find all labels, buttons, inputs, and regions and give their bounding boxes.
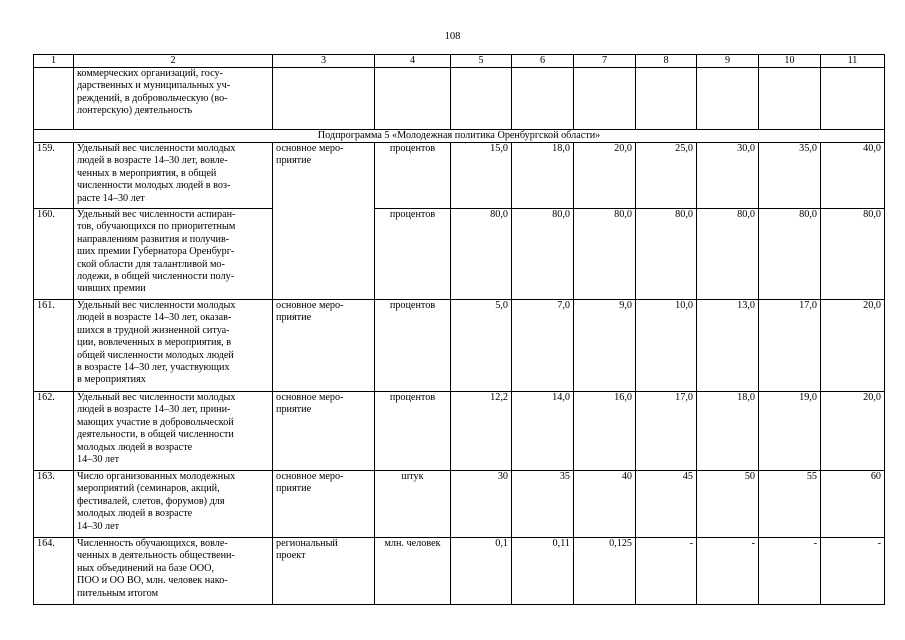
- value-cell: 5,0: [451, 300, 512, 392]
- table-row: [34, 209, 885, 300]
- value-cell: 15,0: [451, 143, 512, 209]
- indicator-name: Удельный вес численности аспиран- тов, обучающихся по приоритетным направлениям развития и получив- ших премии Губернатора Оренбург- ской области для талантливой мо- лодежи, в общей численности полу- чивших премии: [74, 209, 273, 300]
- header-cell: 5: [451, 55, 512, 68]
- value-cell: 0,11: [512, 538, 574, 605]
- cell-empty: [636, 68, 697, 130]
- indicator-unit: штук: [375, 471, 451, 538]
- value-cell: 17,0: [636, 392, 697, 471]
- header-cell: 11: [821, 55, 885, 68]
- value-cell: 18,0: [697, 392, 759, 471]
- value-cell: -: [636, 538, 697, 605]
- table-row: [34, 300, 885, 392]
- header-cell: 4: [375, 55, 451, 68]
- value-cell: 80,0: [821, 209, 885, 300]
- table-row: [34, 471, 885, 538]
- cell-empty: [34, 68, 74, 130]
- header-cell: 8: [636, 55, 697, 68]
- value-cell: 25,0: [636, 143, 697, 209]
- continuation-row: [34, 68, 885, 130]
- indicator-unit: млн. человек: [375, 538, 451, 605]
- subprogram-row: [34, 130, 885, 143]
- cell-empty: [375, 68, 451, 130]
- value-cell: -: [759, 538, 821, 605]
- indicator-type: основное меро- приятие: [273, 300, 375, 392]
- value-cell: 80,0: [636, 209, 697, 300]
- cell-empty: [697, 68, 759, 130]
- value-cell: 30: [451, 471, 512, 538]
- value-cell: 20,0: [574, 143, 636, 209]
- cell-empty: [821, 68, 885, 130]
- value-cell: 55: [759, 471, 821, 538]
- table-row: [34, 538, 885, 605]
- header-cell: 10: [759, 55, 821, 68]
- table-row: [34, 392, 885, 471]
- header-cell: 7: [574, 55, 636, 68]
- value-cell: 14,0: [512, 392, 574, 471]
- value-cell: 80,0: [574, 209, 636, 300]
- row-number: 161.: [34, 300, 74, 392]
- value-cell: 45: [636, 471, 697, 538]
- value-cell: 18,0: [512, 143, 574, 209]
- value-cell: 10,0: [636, 300, 697, 392]
- indicator-name: Число организованных молодежных мероприятий (семинаров, акций, фестивалей, слетов, форумов) для молодых людей в возрасте 14–30 лет: [74, 471, 273, 538]
- value-cell: 30,0: [697, 143, 759, 209]
- value-cell: 80,0: [512, 209, 574, 300]
- indicator-name: Удельный вес численности молодых людей в возрасте 14–30 лет, вовле- ченных в мероприятия, в общей численности молодых людей в воз- расте 14–30 лет: [74, 143, 273, 209]
- header-row: [34, 55, 885, 68]
- value-cell: 40,0: [821, 143, 885, 209]
- header-cell: 2: [74, 55, 273, 68]
- value-cell: 19,0: [759, 392, 821, 471]
- cell-empty: [759, 68, 821, 130]
- indicator-name: Численность обучающихся, вовле- ченных в деятельность общественн- ных объединений на базе ООО, ПОО и ОО ВО, млн. человек нако- пительным итогом: [74, 538, 273, 605]
- value-cell: 40: [574, 471, 636, 538]
- indicator-unit: процентов: [375, 143, 451, 209]
- value-cell: 20,0: [821, 300, 885, 392]
- value-cell: -: [697, 538, 759, 605]
- value-cell: 17,0: [759, 300, 821, 392]
- cell-empty: [273, 68, 375, 130]
- cell-empty: [512, 68, 574, 130]
- cell-empty: [574, 68, 636, 130]
- value-cell: 7,0: [512, 300, 574, 392]
- header-cell: 1: [34, 55, 74, 68]
- value-cell: 0,1: [451, 538, 512, 605]
- value-cell: 35,0: [759, 143, 821, 209]
- header-cell: 6: [512, 55, 574, 68]
- subprogram-title: Подпрограмма 5 «Молодежная политика Оренбургской области»: [34, 130, 885, 143]
- value-cell: 16,0: [574, 392, 636, 471]
- value-cell: 0,125: [574, 538, 636, 605]
- value-cell: 50: [697, 471, 759, 538]
- value-cell: 80,0: [759, 209, 821, 300]
- indicator-unit: процентов: [375, 392, 451, 471]
- continuation-text: коммерческих организаций, госу- дарственных и муниципальных уч- реждений, в добровольческую (во- лонтерскую) деятельность: [74, 68, 273, 130]
- value-cell: 9,0: [574, 300, 636, 392]
- cell-empty: [451, 68, 512, 130]
- indicators-table: [33, 54, 885, 605]
- value-cell: 80,0: [697, 209, 759, 300]
- table-row: [34, 143, 885, 209]
- value-cell: -: [821, 538, 885, 605]
- value-cell: 12,2: [451, 392, 512, 471]
- value-cell: 60: [821, 471, 885, 538]
- indicator-name: Удельный вес численности молодых людей в возрасте 14–30 лет, оказав- шихся в трудной жизненной ситуа- ции, вовлеченных в мероприятия, в общей численности молодых людей в возрасте 14–30 лет, участвующих в мероприятиях: [74, 300, 273, 392]
- indicator-type: основное меро- приятие: [273, 143, 375, 300]
- row-number: 160.: [34, 209, 74, 300]
- row-number: 164.: [34, 538, 74, 605]
- row-number: 162.: [34, 392, 74, 471]
- value-cell: 20,0: [821, 392, 885, 471]
- page-number: 108: [444, 31, 461, 42]
- indicator-name: Удельный вес численности молодых людей в возрасте 14–30 лет, прини- мающих участие в добровольческой деятельности, в общей численности молодых людей в возрасте 14–30 лет: [74, 392, 273, 471]
- header-cell: 3: [273, 55, 375, 68]
- indicator-type: региональный проект: [273, 538, 375, 605]
- value-cell: 80,0: [451, 209, 512, 300]
- value-cell: 13,0: [697, 300, 759, 392]
- indicator-type: основное меро- приятие: [273, 471, 375, 538]
- value-cell: 35: [512, 471, 574, 538]
- indicator-type: основное меро- приятие: [273, 392, 375, 471]
- indicator-unit: процентов: [375, 209, 451, 300]
- row-number: 159.: [34, 143, 74, 209]
- indicator-unit: процентов: [375, 300, 451, 392]
- row-number: 163.: [34, 471, 74, 538]
- header-cell: 9: [697, 55, 759, 68]
